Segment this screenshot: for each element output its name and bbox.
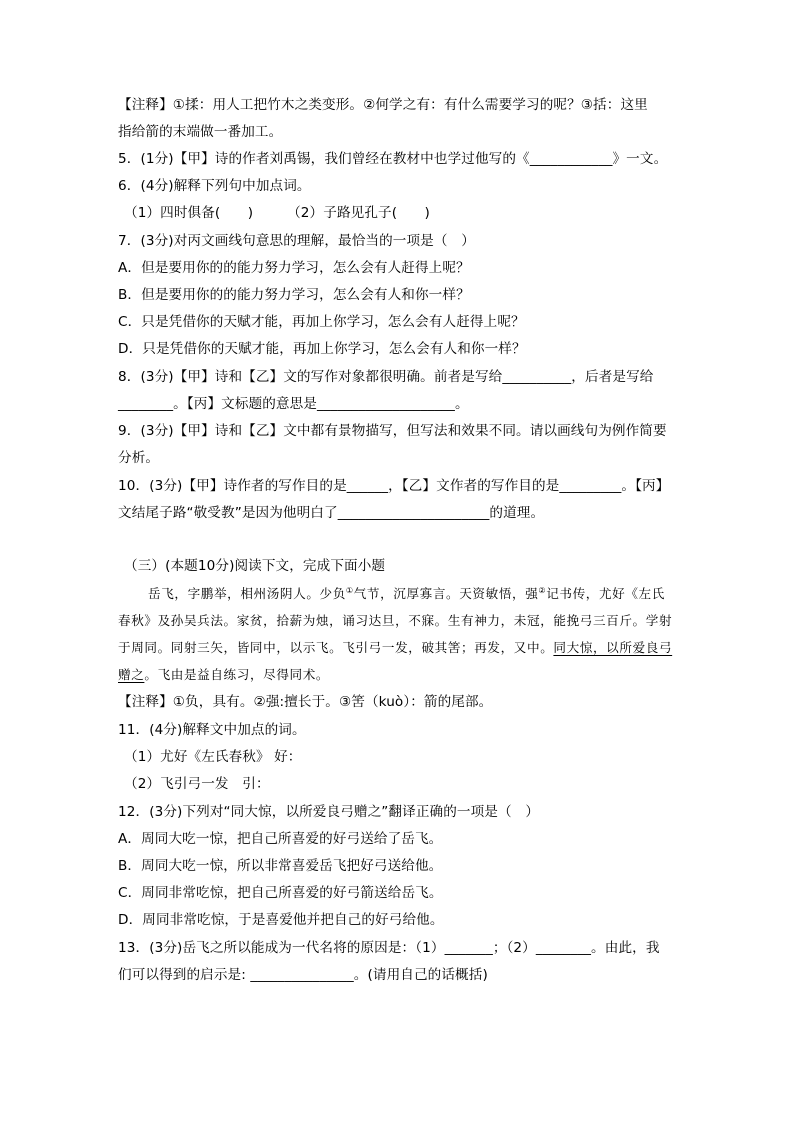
question-8-line-1: 8．(3分)【甲】诗和【乙】文的写作对象都很明确。前者是写给__________，后者是写给 xyxy=(118,369,654,385)
question-8-line-2: ________。【丙】文标题的意思是____________________。 xyxy=(118,396,469,412)
question-11-item-2: （2）飞引弓一发 引： xyxy=(124,776,270,792)
passage-part-d: 。飞由是益自练习，尽得同术。 xyxy=(144,667,330,682)
question-12-option-b: B．周同大吃一惊，所以非常喜爱岳飞把好弓送给他。 xyxy=(118,858,443,874)
classical-passage xyxy=(118,580,678,688)
question-7-option-b: B．但是要用你的的能力努力学习，怎么会有人和你一样？ xyxy=(118,287,470,303)
question-11-stem: 11．(4分)解释文中加点的词。 xyxy=(118,722,306,738)
question-11-item-1: （1）尤好《左氏春秋》 好： xyxy=(124,749,302,765)
footnote-marker-1: ① xyxy=(345,585,354,595)
question-9-line-2: 分析。 xyxy=(118,450,160,466)
question-9-line-1: 9．(3分)【甲】诗和【乙】文中都有景物描写，但写法和效果不同。请以画线句为例作简要 xyxy=(118,423,667,439)
underlined-sentence: 同大惊，以所爱良弓赠之 xyxy=(118,640,673,682)
section-3-notes: 【注释】①负，具有。②强:擅长于。③筈（kuò）：箭的尾部。 xyxy=(118,694,493,710)
question-12-option-a: A．周同大吃一惊，把自己所喜爱的好弓送给了岳飞。 xyxy=(118,831,443,847)
question-13-line-1: 13．(3分)岳飞之所以能成为一代名将的原因是：（1）_______；（2）________。由此，我 xyxy=(118,940,660,956)
notes-line-2: 指给箭的末端做一番加工。 xyxy=(118,124,283,140)
question-13-line-2: 们可以得到的启示是: _______________。(请用自己的话概括) xyxy=(118,967,488,983)
footnote-marker-2: ② xyxy=(538,585,547,595)
question-7-stem: 7．(3分)对丙文画线句意思的理解，最恰当的一项是（ ） xyxy=(118,233,475,249)
question-6-item-2: （2）子路见孔子( ) xyxy=(287,205,430,221)
passage-part-c: 记书传，尤好《左氏春秋》及孙吴兵法。家贫，拾薪为烛，诵习达旦，不寐。生有神力，未冠，能挽弓三百斤。学射于周同。同射三矢，皆同中，以示飞。飞引弓一发，破其筈；再发，又中。 xyxy=(118,586,673,655)
section-3-heading: （三）(本题10分)阅读下文，完成下面小题 xyxy=(124,558,386,574)
question-10-line-2: 文结尾子路“敬受教”是因为他明白了______________________的道理。 xyxy=(118,505,545,521)
question-7-option-d: D．只是凭借你的天赋才能，再加上你学习，怎么会有人和你一样？ xyxy=(118,341,526,357)
notes-line-1: 【注释】①揉：用人工把竹木之类变形。②何学之有：有什么需要学习的呢？③括：这里 xyxy=(118,97,648,113)
passage-part-a: 岳飞，字鹏举，相州汤阴人。少负 xyxy=(148,586,346,601)
passage-part-b: 气节，沉厚寡言。天资敏悟，强 xyxy=(353,586,539,601)
question-12-option-d: D．周同非常吃惊，于是喜爱他并把自己的好弓给他。 xyxy=(118,912,444,928)
question-6-stem: 6．(4分)解释下列句中加点词。 xyxy=(118,178,311,194)
question-10-line-1: 10．(3分)【甲】诗作者的写作目的是______，【乙】文作者的写作目的是_________。【丙】 xyxy=(118,478,670,494)
question-7-option-c: C．只是凭借你的天赋才能，再加上你学习，怎么会有人赶得上呢？ xyxy=(118,314,525,330)
question-5: 5．(1分)【甲】诗的作者刘禹锡，我们曾经在教材中也学过他写的《____________》一文。 xyxy=(118,151,668,167)
question-7-option-a: A．但是要用你的的能力努力学习，怎么会有人赶得上呢？ xyxy=(118,260,470,276)
question-12-option-c: C．周同非常吃惊，把自己所喜爱的好弓箭送给岳飞。 xyxy=(118,885,443,901)
question-6-items xyxy=(124,203,694,223)
question-12-stem: 12．(3分)下列对“同大惊，以所爱良弓赠之”翻译正确的一项是（ ） xyxy=(118,804,540,820)
question-6-item-1: （1）四时俱备( ) xyxy=(124,205,254,221)
